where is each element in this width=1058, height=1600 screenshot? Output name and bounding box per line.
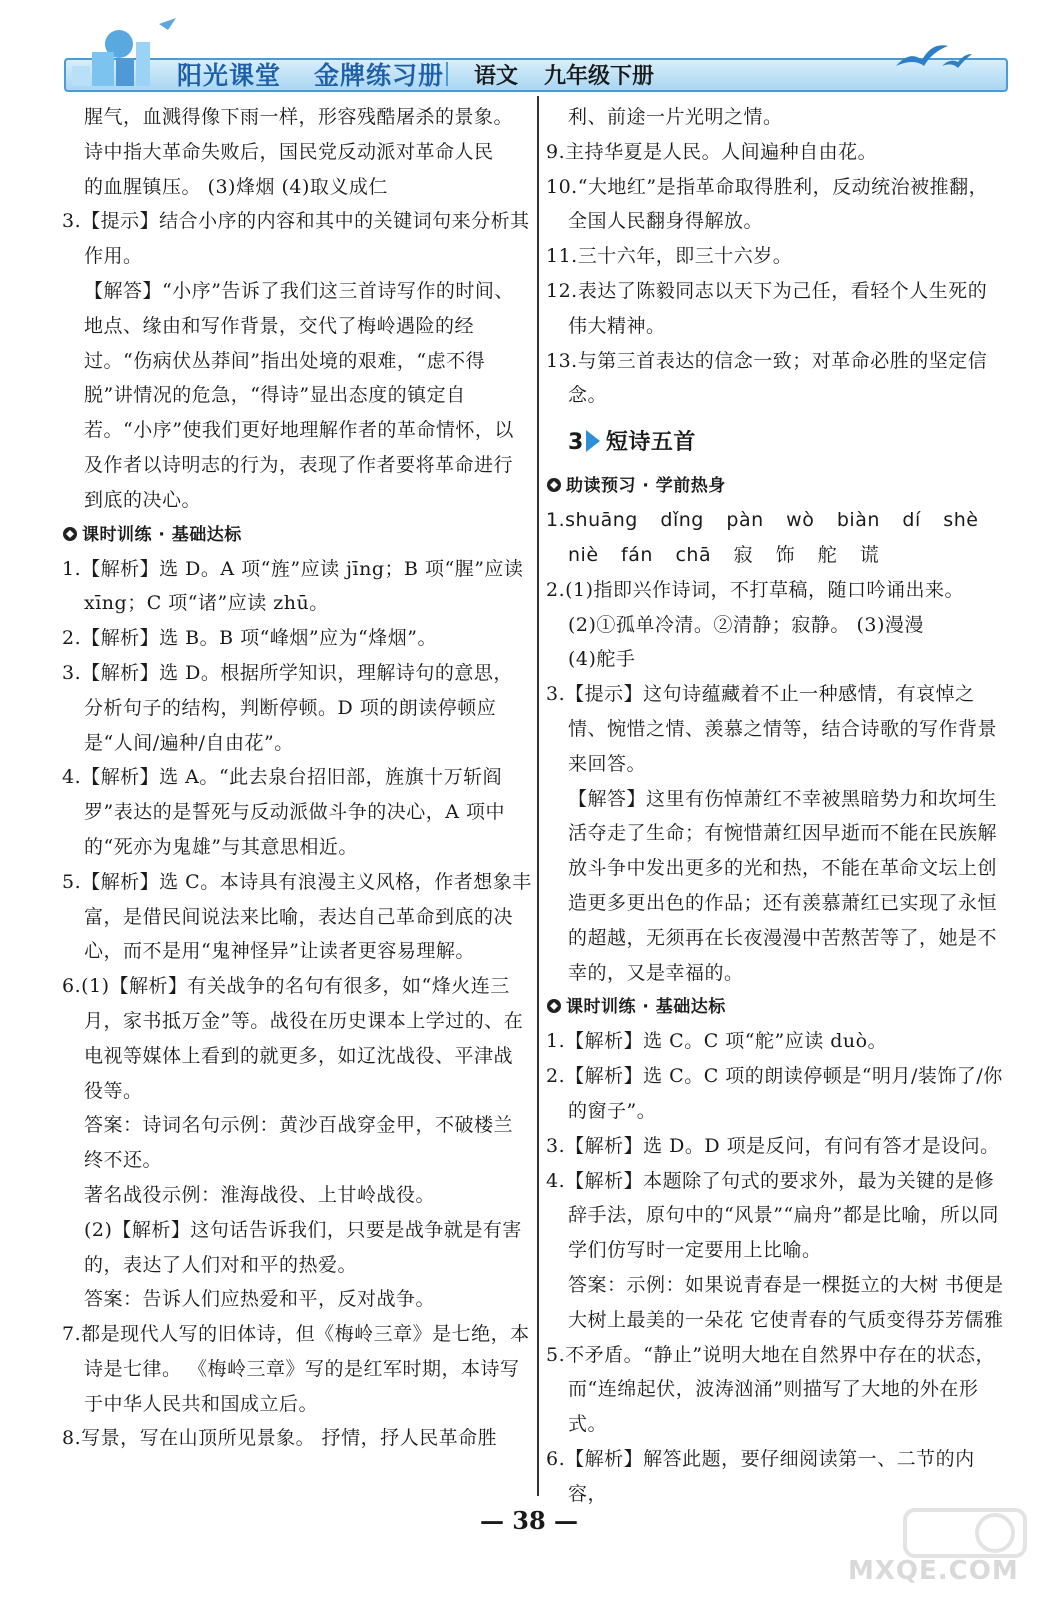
answer-paragraph: 1.【解析】选 C。C 项“舵”应读 duò。 <box>546 1030 888 1053</box>
answer-paragraph: 12.表达了陈毅同志以天下为己任，看轻个人生死的伟大精神。 <box>546 279 988 337</box>
chevron-right-icon <box>586 430 600 452</box>
answer-paragraph: 【解答】这里有伤悼萧红不幸被黑暗势力和坎坷生活夺走了生命；有惋惜萧红因早逝而不能在民族解放斗争中发出更多的光和热，不能在革命文坛上创造更多更出色的作品；还有羡慕萧红已实现了永恒的超越，无须再在长夜漫漫中苦熬苦等了，她是不幸的，又是幸福的。 <box>568 787 998 984</box>
right-column <box>546 100 1006 1511</box>
section-heading <box>546 990 1006 1024</box>
answer-paragraph: 2.【解析】选 C。C 项的朗读停顿是“明月/装饰了/你的窗子”。 <box>546 1065 1003 1122</box>
header-title-sub: 金牌练习册 <box>314 61 445 90</box>
watermark-text: MXQE.COM <box>848 1556 1019 1586</box>
answer-paragraph: (2)【解析】这句话告诉我们，只要是战争就是有害的，表达了人们对和平的热爱。 <box>84 1218 522 1276</box>
lesson-title-text: 短诗五首 <box>605 430 696 456</box>
section-heading-text: 课时训练 · 基础达标 <box>82 524 242 545</box>
answer-paragraph: 5.不矛盾。“静止”说明大地在自然界中存在的状态，而“连绵起伏，波涛汹涌”则描写了大地的外在形式。 <box>546 1343 996 1436</box>
page-header <box>0 0 1058 100</box>
answer-paragraph: 答案：诗词名句示例：黄沙百战穿金甲，不破楼兰终不还。 <box>84 1114 514 1172</box>
answer-paragraph: 答案：告诉人们应热爱和平，反对战争。 <box>84 1288 436 1311</box>
header-title-main: 阳光课堂 <box>177 61 282 90</box>
birds-icon <box>892 36 972 74</box>
answer-paragraph: (4)舵手 <box>568 648 636 671</box>
lesson-title <box>546 417 1006 469</box>
answer-paragraph: 9.主持华夏是人民。人间遍种自由花。 <box>546 140 878 163</box>
answer-paragraph: 4.【解析】本题除了句式的要求外，最为关键的是修辞手法，原句中的“风景”“扁舟”都是比喻，所以同学们仿写时一定要用上比喻。 <box>546 1169 999 1262</box>
answer-paragraph: 诗中指大革命失败后，国民党反动派对革命人民 <box>84 140 494 163</box>
section-heading-text: 课时训练 · 基础达标 <box>566 997 726 1018</box>
column-divider <box>537 96 539 1496</box>
section-heading <box>62 518 532 552</box>
header-separator <box>446 62 448 86</box>
section-bullet-icon <box>546 998 562 1014</box>
answer-paragraph: 13.与第三首表达的信念一致；对革命必胜的坚定信念。 <box>546 349 988 407</box>
answer-paragraph: 8.写景，写在山顶所见景象。 抒情，抒人民革命胜 <box>62 1427 498 1450</box>
answer-paragraph: 3.【解析】选 D。D 项是反问，有问有答才是设问。 <box>546 1134 1000 1157</box>
answer-paragraph: 2.【解析】选 B。B 项“峰烟”应为“烽烟”。 <box>62 627 437 650</box>
answer-paragraph: 5.【解析】选 C。本诗具有浪漫主义风格，作者想象丰富，是借民间说法来比喻，表达自己革命到底的决心，而不是用“鬼神怪异”让读者更容易理解。 <box>62 870 532 963</box>
section-bullet-icon <box>546 477 562 493</box>
answer-paragraph: (2)①孤单冷清。②清静；寂静。 (3)漫漫 <box>568 613 924 636</box>
answer-paragraph: 10.“大地红”是指革命取得胜利，反动统治被推翻，全国人民翻身得解放。 <box>546 175 989 233</box>
answer-paragraph: 的血腥镇压。 (3)烽烟 (4)取义成仁 <box>84 175 388 198</box>
answer-paragraph: 【解答】“小序”告诉了我们这三首诗写作的时间、地点、缘由和写作背景，交代了梅岭遇险的经过。“伤病伏丛莽间”指出处境的艰难，“虑不得脱”讲情况的危急，“得诗”显出态度的镇定自若。“小序”使我们更好地理解作者的革命情怀，以及作者以诗明志的行为，表现了作者要将革命进行到底的决心。 <box>84 279 514 511</box>
logo-icon <box>64 14 184 92</box>
answer-paragraph: 4.【解析】选 A。“此去泉台招旧部，旌旗十万斩阎罗”表达的是誓死与反动派做斗争的决心，A 项中的“死亦为鬼雄”与其意思相近。 <box>62 766 505 858</box>
lesson-number: 3 <box>568 430 584 456</box>
left-column <box>62 100 532 1456</box>
answer-paragraph: 腥气，血溅得像下雨一样，形容残酷屠杀的景象。 <box>84 106 514 128</box>
header-grade: 九年级下册 <box>544 64 655 89</box>
header-subject: 语文 <box>474 64 519 89</box>
answer-paragraph: 7.都是现代人写的旧体诗，但《梅岭三章》是七绝，本诗是七律。 《梅岭三章》写的是红军时期，本诗写于中华人民共和国成立后。 <box>62 1323 530 1415</box>
answer-paragraph: 答案：示例：如果说青春是一棵挺立的大树 书便是大树上最美的一朵花 它使青春的气质变得芬芳儒雅 <box>568 1273 1004 1331</box>
answer-paragraph: 6.(1)【解析】有关战争的名句有很多，如“烽火连三月，家书抵万金”等。战役在历史课本上学过的、在电视等媒体上看到的就更多，如辽沈战役、平津战役等。 <box>62 975 524 1102</box>
section-bullet-icon <box>62 526 78 542</box>
answer-paragraph: 3.【解析】选 D。根据所学知识，理解诗句的意思，分析句子的结构，判断停顿。D 项的朗读停顿应是“人间/遍种/自由花”。 <box>62 661 513 754</box>
answer-paragraph: 利、前途一片光明之情。 <box>568 106 783 128</box>
answer-paragraph: 1.【解析】选 D。A 项“旌”应读 jīng；B 项“腥”应读 xīng；C 项“诸”应读 zhū。 <box>62 557 524 615</box>
section-heading <box>546 469 1006 503</box>
answer-paragraph: 3.【提示】这句诗蕴藏着不止一种感情，有哀悼之情、惋惜之情、羡慕之情等，结合诗歌的写作背景来回答。 <box>546 683 998 775</box>
answer-paragraph: 11.三十六年，即三十六岁。 <box>546 245 793 268</box>
answer-paragraph: 3.【提示】结合小序的内容和其中的关键词句来分析其作用。 <box>62 210 530 268</box>
page-number: — 38 — <box>479 1506 579 1535</box>
answer-paragraph: 6.【解析】解答此题，要仔细阅读第一、二节的内容， <box>546 1447 975 1505</box>
answer-paragraph: 2.(1)指即兴作诗词，不打草稿，随口吟诵出来。 <box>546 578 965 601</box>
answer-paragraph: 著名战役示例：淮海战役、上甘岭战役。 <box>84 1183 436 1206</box>
answer-paragraph: 1.shuāng dǐng pàn wò biàn dí shè niè fán chā 寂 饰 舵 谎 <box>546 509 979 566</box>
section-heading-text: 助读预习 · 学前热身 <box>566 476 726 497</box>
